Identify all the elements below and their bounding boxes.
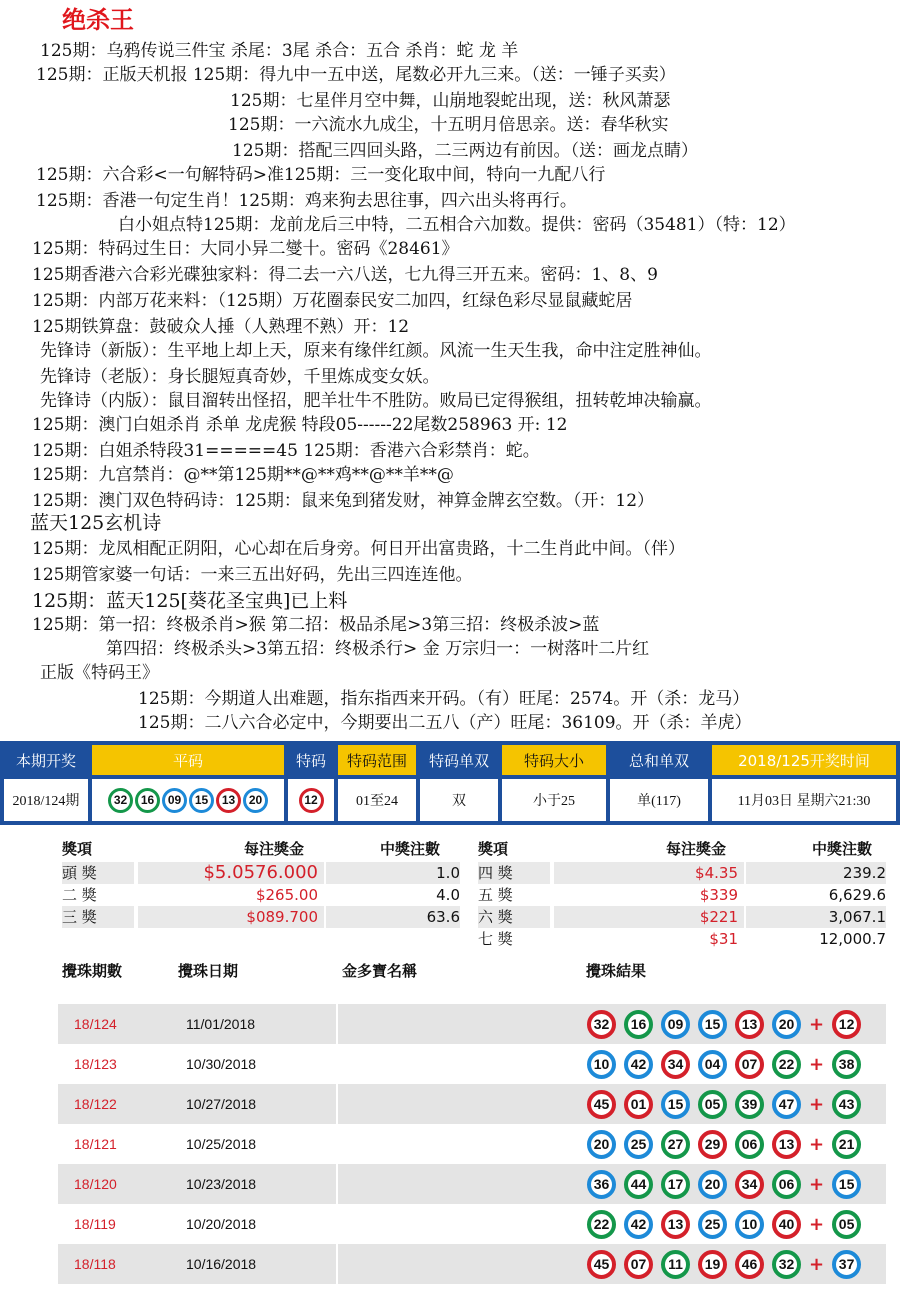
prediction-line: 125期：内部万花来料：（125期）万花圈泰民安二加四，红绿色彩尽显鼠藏蛇居: [32, 291, 633, 311]
prediction-line: 先锋诗（新版）：生平地上却上天，原来有缘伴红颜。风流一生天生我，命中注定胜神仙。: [40, 341, 712, 361]
plus-sign: +: [809, 1093, 825, 1115]
prize-name: 頭 獎: [62, 862, 134, 884]
lottery-ball: 15: [189, 788, 214, 813]
lottery-ball: 12: [299, 788, 324, 813]
lottery-ball: 25: [698, 1210, 727, 1239]
plus-sign: +: [809, 1213, 825, 1235]
prize-name: 七 獎: [478, 930, 513, 948]
prediction-line: 第四招：终极杀头>3第五招：终极杀行> 金 万宗归一：一树落叶二片红: [106, 639, 650, 659]
lottery-ball: 19: [698, 1250, 727, 1279]
column-divider: [336, 1084, 338, 1124]
prize-header-count: 中獎注數: [812, 840, 873, 858]
lottery-ball: 13: [772, 1130, 801, 1159]
prediction-line: 125期：搭配三四回头路，二三两边有前因。（送：画龙点睛）: [232, 141, 698, 161]
history-row: [58, 1044, 886, 1084]
lottery-ball: 09: [162, 788, 187, 813]
column-divider: [336, 1244, 338, 1284]
prediction-line: 125期：一六流水九成尘，十五明月倍思亲。送：春华秋实: [228, 115, 669, 135]
history-period: 18/122: [74, 1096, 117, 1112]
prediction-line: 125期：六合彩<一句解特码>准125期：三一变化取中间，特向一九配八行: [36, 165, 606, 185]
prediction-line: 125期：蓝天125[葵花圣宝典]已上料: [32, 590, 348, 612]
regular-balls: [92, 779, 284, 821]
prize-row: [62, 862, 460, 884]
prize-amount: $265.00: [255, 886, 318, 904]
history-date: 10/27/2018: [186, 1096, 257, 1112]
prediction-line: 125期：澳门双色特码诗：125期：鼠来兔到猪发财，神算金牌玄空数。（开：12）: [32, 491, 655, 511]
prize-amount: $4.35: [554, 862, 744, 884]
prize-count: 4.0: [436, 886, 460, 904]
lottery-ball: 05: [698, 1090, 727, 1119]
plus-sign: +: [809, 1133, 825, 1155]
lottery-ball: 12: [832, 1010, 861, 1039]
header-size: 特码大小: [502, 745, 606, 775]
lottery-ball: 22: [772, 1050, 801, 1079]
lottery-ball: 47: [772, 1090, 801, 1119]
plus-sign: +: [809, 1053, 825, 1075]
page-title: 绝杀王: [62, 5, 134, 34]
prize-count: 3,067.1: [746, 906, 886, 928]
lottery-ball: 21: [832, 1130, 861, 1159]
prediction-line: 125期：白姐杀特段31=====45 125期：香港六合彩禁肖：蛇。: [32, 441, 540, 461]
prize-header-amount: 每注獎金: [244, 840, 305, 858]
lottery-ball: 10: [587, 1050, 616, 1079]
lottery-ball: 32: [108, 788, 133, 813]
prize-amount: $5.0576.000: [138, 862, 324, 884]
lottery-ball: 10: [735, 1210, 764, 1239]
prediction-line: 125期管家婆一句话：一来三五出好码，先出三四连连他。: [32, 565, 473, 585]
column-divider: [336, 1204, 338, 1244]
history-balls: [583, 1164, 865, 1204]
lottery-ball: 15: [661, 1090, 690, 1119]
prize-count: 239.2: [746, 862, 886, 884]
lottery-ball: 07: [735, 1050, 764, 1079]
prediction-line: 125期：龙凤相配正阴阳，心心却在后身旁。何日开出富贵路，十二生肖此中间。（伴）: [32, 539, 685, 559]
history-date: 10/20/2018: [186, 1216, 257, 1232]
lottery-ball: 11: [661, 1250, 690, 1279]
prediction-line: 125期：今期道人出难题，指东指西来开码。（有）旺尾：2574。开（杀：龙马）: [138, 689, 750, 709]
prediction-line: 125期：七星伴月空中舞，山崩地裂蛇出现，送：秋风萧瑟: [230, 91, 671, 111]
history-balls: [583, 1244, 865, 1284]
prize-amount: $221: [554, 906, 744, 928]
lottery-ball: 17: [661, 1170, 690, 1199]
lottery-ball: 36: [587, 1170, 616, 1199]
history-period: 18/120: [74, 1176, 117, 1192]
history-balls: [583, 1084, 865, 1124]
lottery-ball: 09: [661, 1010, 690, 1039]
lottery-ball: 20: [772, 1010, 801, 1039]
history-date: 10/16/2018: [186, 1256, 257, 1272]
lottery-ball: 37: [832, 1250, 861, 1279]
results-table: [0, 741, 900, 825]
prize-amount: $339: [699, 886, 738, 904]
history-period: 18/123: [74, 1056, 117, 1072]
lottery-ball: 34: [661, 1050, 690, 1079]
prediction-line: 先锋诗（老版）：身长腿短真奇妙，千里炼成变女妖。: [40, 367, 440, 387]
prize-row: [478, 884, 886, 906]
prediction-line: 125期：香港一句定生肖！125期：鸡来狗去思往事，四六出头将再行。: [36, 191, 577, 211]
history-period: 18/124: [74, 1016, 117, 1032]
prize-header-name: 獎項: [478, 840, 509, 858]
history-period: 18/119: [74, 1216, 116, 1232]
odd-even-value: 双: [420, 779, 498, 821]
sum-value: 单(117): [610, 779, 708, 821]
prediction-line: 125期：特码过生日：大同小异二燮十。密码《28461》: [32, 239, 459, 259]
prediction-line: 125期香港六合彩光碟独家料：得二去一六八送，七九得三开五来。密码：1、8、9: [32, 265, 658, 285]
history-row: [58, 1204, 886, 1244]
prize-name: 三 獎: [62, 906, 134, 928]
history-balls: [583, 1044, 865, 1084]
header-range: 特码范围: [338, 745, 416, 775]
history-balls: [583, 1004, 865, 1044]
plus-sign: +: [809, 1253, 825, 1275]
header-next-time: 2018/125开奖时间: [712, 745, 896, 775]
prize-table-right: [478, 838, 886, 958]
prediction-line: 125期：九宫禁肖：@**第125期**@**鸡**@**羊**@: [32, 465, 454, 485]
lottery-ball: 34: [735, 1170, 764, 1199]
lottery-ball: 44: [624, 1170, 653, 1199]
prediction-line: 蓝天125玄机诗: [30, 512, 162, 534]
prize-row: [478, 928, 886, 950]
lottery-ball: 32: [772, 1250, 801, 1279]
history-row: [58, 1164, 886, 1204]
history-date: 11/01/2018: [186, 1016, 256, 1032]
lottery-ball: 20: [587, 1130, 616, 1159]
lottery-ball: 16: [624, 1010, 653, 1039]
lottery-ball: 01: [624, 1090, 653, 1119]
history-header-result: 攪珠結果: [586, 962, 647, 980]
header-current-draw: 本期开奖: [4, 745, 88, 775]
lottery-ball: 27: [661, 1130, 690, 1159]
history-date: 10/25/2018: [186, 1136, 257, 1152]
header-special: 特码: [288, 745, 334, 775]
prize-name: 二 獎: [62, 886, 97, 904]
lottery-ball: 06: [772, 1170, 801, 1199]
prize-count: 6,629.6: [828, 886, 886, 904]
prize-name: 四 獎: [478, 862, 550, 884]
next-time-value: 11月03日 星期六21:30: [712, 779, 896, 821]
prediction-line: 先锋诗（内版）：鼠目溜转出怪招，肥羊壮牛不胜防。败局已定得猴组，扭转乾坤决输赢。: [40, 391, 712, 411]
prediction-line: 125期：乌鸦传说三件宝 杀尾：3尾 杀合：五合 杀肖：蛇 龙 羊: [40, 41, 519, 61]
column-divider: [336, 1004, 338, 1044]
lottery-ball: 45: [587, 1090, 616, 1119]
lottery-ball: 07: [624, 1250, 653, 1279]
prize-header-count: 中獎注數: [380, 840, 441, 858]
lottery-ball: 06: [735, 1130, 764, 1159]
column-divider: [336, 1124, 338, 1164]
lottery-ball: 29: [698, 1130, 727, 1159]
prediction-line: 125期：二八六合必定中，今期要出二五八（产）旺尾：36109。开（杀：羊虎）: [138, 713, 752, 733]
history-balls: [583, 1204, 865, 1244]
plus-sign: +: [809, 1173, 825, 1195]
special-ball-cell: [288, 779, 334, 821]
lottery-ball: 20: [698, 1170, 727, 1199]
prize-name: 六 獎: [478, 906, 550, 928]
history-row: [58, 1004, 886, 1044]
lottery-ball: 42: [624, 1050, 653, 1079]
prize-name: 五 獎: [478, 886, 513, 904]
prize-row: [62, 906, 460, 928]
prediction-line: 125期：正版天机报 125期：得九中一五中送，尾数必开九三来。（送：一锤子买卖）: [36, 65, 676, 85]
size-value: 小于25: [502, 779, 606, 821]
column-divider: [336, 1044, 338, 1084]
lottery-ball: 15: [698, 1010, 727, 1039]
prize-count: 1.0: [326, 862, 460, 884]
lottery-ball: 42: [624, 1210, 653, 1239]
history-date: 10/30/2018: [186, 1056, 257, 1072]
lottery-ball: 45: [587, 1250, 616, 1279]
lottery-ball: 32: [587, 1010, 616, 1039]
history-period: 18/121: [74, 1136, 117, 1152]
prize-row: [62, 884, 460, 906]
range-value: 01至24: [338, 779, 416, 821]
header-regular: 平码: [92, 745, 284, 775]
lottery-ball: 13: [735, 1010, 764, 1039]
prize-row: [478, 862, 886, 884]
lottery-ball: 16: [135, 788, 160, 813]
lottery-ball: 46: [735, 1250, 764, 1279]
plus-sign: +: [809, 1013, 825, 1035]
lottery-ball: 40: [772, 1210, 801, 1239]
prediction-line: 125期：第一招：终极杀肖>猴 第二招：极品杀尾>3第三招：终极杀波>蓝: [32, 615, 600, 635]
prize-table-left: [62, 838, 460, 938]
history-balls: [583, 1124, 865, 1164]
history-row: [58, 1124, 886, 1164]
history-row: [58, 1084, 886, 1124]
history-date: 10/23/2018: [186, 1176, 257, 1192]
prize-row: [478, 906, 886, 928]
lottery-ball: 05: [832, 1210, 861, 1239]
lottery-ball: 38: [832, 1050, 861, 1079]
lottery-ball: 43: [832, 1090, 861, 1119]
history-header-date: 攪珠日期: [178, 962, 239, 980]
prize-amount: $089.700: [138, 906, 324, 928]
history-row: [58, 1244, 886, 1284]
lottery-ball: 13: [216, 788, 241, 813]
lottery-ball: 13: [661, 1210, 690, 1239]
prediction-line: 125期：澳门白姐杀肖 杀单 龙虎猴 特段05------22尾数258963 开: 12: [32, 415, 568, 435]
lottery-ball: 15: [832, 1170, 861, 1199]
lottery-ball: 04: [698, 1050, 727, 1079]
prize-count: 12,000.7: [819, 930, 886, 948]
header-odd-even: 特码单双: [420, 745, 498, 775]
prize-header-amount: 每注獎金: [666, 840, 727, 858]
history-header-name: 金多寶名稱: [342, 962, 418, 980]
header-sum: 总和单双: [610, 745, 708, 775]
prediction-line: 白小姐点特125期：龙前龙后三中特，二五相合六加数。提供：密码（35481）（特：12）: [118, 215, 796, 235]
lottery-ball: 22: [587, 1210, 616, 1239]
column-divider: [336, 1164, 338, 1204]
prize-amount: $31: [709, 930, 738, 948]
history-period: 18/118: [74, 1256, 116, 1272]
lottery-ball: 20: [243, 788, 268, 813]
prediction-line: 正版《特码王》: [40, 663, 159, 683]
lottery-ball: 39: [735, 1090, 764, 1119]
prize-count: 63.6: [326, 906, 460, 928]
prediction-line: 125期铁算盘：鼓破众人捶（人熟理不熟）开：12: [32, 317, 410, 337]
history-header-period: 攪珠期數: [62, 962, 123, 980]
lottery-ball: 25: [624, 1130, 653, 1159]
current-period: 2018/124期: [4, 779, 88, 821]
prize-header-name: 獎項: [62, 840, 93, 858]
